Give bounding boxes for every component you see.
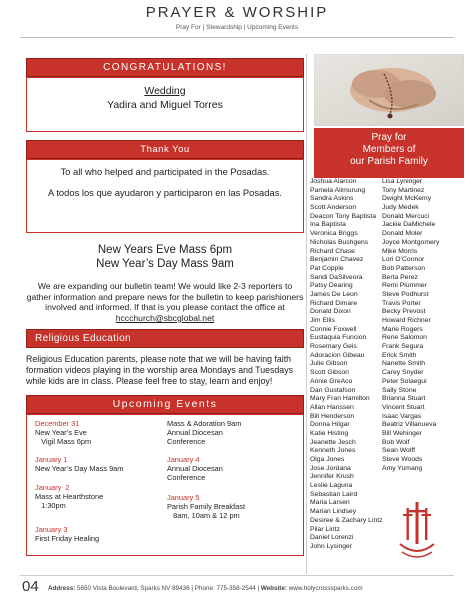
- religious-ed-text: Religious Education parents, please note that we will be having faith formation videos playing in the worship area Mondays and Tuesdays while kids are in class. Please feel free to stay, learn and enjoy!: [26, 354, 293, 387]
- events-banner: Upcoming Events: [26, 395, 304, 414]
- new-years-day-mass: New Year’s Day Mass 9am: [96, 258, 234, 270]
- prayer-name: Bill Henderson: [310, 412, 355, 420]
- event-line: Conference: [167, 437, 206, 447]
- prayer-name: John Lysinger: [310, 542, 353, 550]
- thank-you-banner: Thank You: [26, 140, 304, 159]
- event-date: December 31: [35, 419, 80, 429]
- religious-ed-banner: Religious Education: [26, 329, 304, 348]
- event-jan3: [35, 525, 99, 543]
- event-line: Mass at Hearthstone: [35, 492, 104, 502]
- footer-divider: [20, 575, 454, 576]
- prayer-name: Steve Podhurst: [382, 290, 429, 298]
- prayer-name: Nanette Smith: [382, 360, 426, 368]
- event-adoration: [167, 419, 241, 446]
- prayer-name: Lisa Lyninger: [382, 178, 423, 185]
- pray-for-banner: [314, 128, 464, 178]
- prayer-name: Patsy Dearing: [310, 282, 353, 290]
- prayer-name: Desiree & Zachary Lintz: [310, 516, 383, 524]
- prayer-name: Berta Perez: [382, 273, 418, 281]
- prayer-name: Rosemary Geis: [310, 343, 357, 351]
- event-line: 8am, 10am & 12 pm: [167, 511, 240, 521]
- event-line: Parish Family Breakfast: [167, 502, 246, 512]
- event-line: Vigil Mass 6pm: [35, 437, 92, 447]
- prayer-name: Mike Morris: [382, 247, 418, 255]
- prayer-name: Richard Dimare: [310, 299, 358, 307]
- page-number: 04: [22, 578, 39, 595]
- events-box: [26, 414, 304, 556]
- prayer-name: Jose Jordana: [310, 464, 351, 472]
- prayer-names-list-right: [382, 178, 466, 473]
- prayer-name: Joshua Alarcon: [310, 178, 357, 185]
- new-years-eve-mass: New Years Eve Mass 6pm: [97, 244, 233, 256]
- event-date: January 3: [35, 525, 68, 535]
- event-jan4: [167, 455, 223, 482]
- prayer-name: Jackie DaMichele: [382, 221, 436, 229]
- praying-hands-photo: [314, 54, 464, 126]
- prayer-name: Scott Gibson: [310, 369, 349, 377]
- event-jan1: [35, 455, 123, 473]
- event-dec31: [35, 419, 91, 446]
- wedding-heading: Wedding: [144, 85, 186, 97]
- prayer-name: Carey Snyder: [382, 369, 424, 377]
- prayer-name: Ina Baptista: [310, 221, 346, 229]
- prayer-name: Donna Hilgar: [310, 421, 350, 429]
- event-line: Conference: [167, 473, 206, 483]
- pray-title-line: our Parish Family: [350, 156, 428, 167]
- prayer-name: Vincent Stuart: [382, 403, 425, 411]
- prayer-name: Peter Solaegui: [382, 377, 427, 385]
- prayer-name: Steve Woods: [382, 456, 423, 463]
- crosses-logo: [398, 500, 436, 566]
- prayer-name: Sean Wolff: [382, 447, 415, 455]
- event-line: 1:30pm: [35, 501, 66, 511]
- prayer-name: Tony Martinez: [382, 186, 425, 194]
- prayer-name: Rene Salomon: [382, 334, 427, 342]
- footer-website-link[interactable]: www.holycrosssparks.com: [288, 585, 363, 592]
- prayer-name: Mary Fran Hamilton: [310, 395, 370, 403]
- prayer-name: Travis Porter: [382, 299, 421, 307]
- event-line: New Year’s Eve: [35, 428, 87, 438]
- prayer-name: Olga Jones: [310, 456, 345, 463]
- prayer-names-list-left: [310, 178, 382, 552]
- thank-you-box: [26, 159, 304, 233]
- prayer-name: Dwight McKemy: [382, 195, 432, 203]
- prayer-name: Jim Ellis: [310, 317, 335, 324]
- right-column: [314, 54, 464, 178]
- footer-website-label: Website:: [260, 585, 287, 592]
- prayer-name: Becky Prevost: [382, 308, 426, 316]
- prayer-name: Eustaquia Funcion: [310, 334, 367, 342]
- prayer-name: Bill Wehinger: [382, 429, 422, 437]
- event-date: January 2: [35, 483, 70, 493]
- thanks-english: To all who helped and participated in the Posadas.: [60, 166, 270, 177]
- prayer-name: Annie GreAco: [310, 377, 353, 385]
- event-line: Annual Diocesan: [167, 464, 223, 474]
- column-divider: [306, 54, 307, 574]
- prayer-name: Adoracion Gibeau: [310, 351, 365, 359]
- event-date: January 1: [35, 455, 68, 465]
- office-email-link[interactable]: hccchurch@sbcglobal.net: [115, 312, 215, 323]
- prayer-name: Donald Mercuci: [382, 212, 430, 220]
- event-line: Annual Diocesan: [167, 428, 223, 438]
- page-title: PRAYER & WORSHIP: [145, 4, 329, 21]
- wedding-box: [26, 77, 304, 132]
- prayer-name: Pamela Alimurung: [310, 186, 366, 194]
- pray-title-line: Pray for: [371, 132, 407, 143]
- prayer-name: Judy Medek: [382, 204, 419, 212]
- prayer-name: Richard Chase: [310, 247, 355, 255]
- prayer-name: Sandi DaSilveora: [310, 273, 363, 281]
- prayer-name: Sally Stone: [382, 386, 417, 394]
- prayer-name: Katie Histing: [310, 429, 349, 437]
- prayer-name: Joyce Montgomery: [382, 238, 440, 246]
- prayer-name: Scott Anderson: [310, 204, 357, 212]
- prayer-name: Sebastian Laird: [310, 490, 358, 498]
- page-subtitle: Pray For | Stewardship | Upcoming Events: [175, 24, 299, 31]
- prayer-name: Jennifer Krush: [310, 473, 354, 481]
- prayer-name: Pilar Lintz: [310, 525, 340, 533]
- footer-address-label: Address:: [48, 585, 76, 592]
- prayer-name: Nicholas Bushgens: [310, 238, 369, 246]
- prayer-name: Dan Gustafson: [310, 386, 356, 394]
- prayer-name: Allan Hanssen: [310, 403, 354, 411]
- prayer-name: Howard Richner: [382, 317, 431, 324]
- prayer-name: Bob Wolf: [382, 438, 410, 446]
- prayer-name: Sandra Askins: [310, 195, 354, 203]
- prayer-name: Erick Smith: [382, 351, 417, 359]
- event-jan5: [167, 493, 245, 520]
- event-line: First Friday Healing: [35, 534, 100, 544]
- prayer-name: Remi Plummer: [382, 282, 427, 290]
- prayer-name: Marie Rogers: [382, 325, 423, 333]
- prayer-name: Maria Larsen: [310, 499, 350, 507]
- prayer-name: Donald Dixon: [310, 308, 351, 316]
- pray-title-line: Members of: [362, 144, 416, 155]
- prayer-name: Jeanette Jesch: [310, 438, 356, 446]
- prayer-name: Brianna Stuart: [382, 395, 426, 403]
- thanks-spanish: A todos los que ayudaron y participaron en las Posadas.: [47, 187, 282, 198]
- congrats-banner: CONGRATULATIONS!: [26, 58, 304, 77]
- footer-address: 5650 Vista Boulevard, Sparks NV 89436 | Phone: 775-358-2544 |: [77, 585, 260, 592]
- event-date: January 4: [167, 455, 200, 465]
- prayer-name: James De Leon: [310, 290, 358, 298]
- event-line: New Year’s Day Mass 9am: [35, 464, 124, 474]
- event-line: Mass & Adoration 9am: [167, 419, 242, 429]
- prayer-name: Leslie Laguna: [310, 482, 353, 490]
- event-date: January 5: [167, 493, 200, 503]
- prayer-name: Julie Gibson: [310, 360, 348, 368]
- prayer-name: Benjamin Chavez: [310, 256, 364, 264]
- prayer-name: Kenneth Jones: [310, 447, 356, 455]
- prayer-name: Lori O’Connor: [382, 256, 425, 264]
- prayer-name: Frank Segura: [382, 343, 424, 351]
- reporters-notice: [26, 281, 304, 323]
- prayer-name: Donald Moler: [382, 230, 423, 238]
- prayer-name: Marian Lindsey: [310, 508, 357, 516]
- prayer-name: Deacon Tony Baptista: [310, 212, 376, 220]
- prayer-name: Isaac Vargas: [382, 412, 422, 420]
- prayer-name: Bob Patterson: [382, 264, 426, 272]
- event-jan2: [35, 483, 103, 510]
- left-column: [26, 58, 304, 556]
- prayer-name: Beatriz Villanueva: [382, 421, 437, 429]
- reporters-text: We are expanding our bulletin team! We would like 2-3 reporters to gather information and prepare news for the bulletin to keep parishioners involved and informed. If that is you please contact the office at: [26, 281, 304, 313]
- header-divider: [20, 37, 454, 38]
- prayer-name: Amy Yumang: [382, 464, 423, 472]
- prayer-name: Connie Foxwell: [310, 325, 357, 333]
- footer-contact: [48, 585, 363, 592]
- prayer-name: Pat Copple: [310, 264, 344, 272]
- prayer-name: Veronica Briggs: [310, 230, 358, 238]
- prayer-name: Daniel Lorenzi: [310, 534, 354, 542]
- wedding-names: Yadira and Miguel Torres: [107, 99, 223, 111]
